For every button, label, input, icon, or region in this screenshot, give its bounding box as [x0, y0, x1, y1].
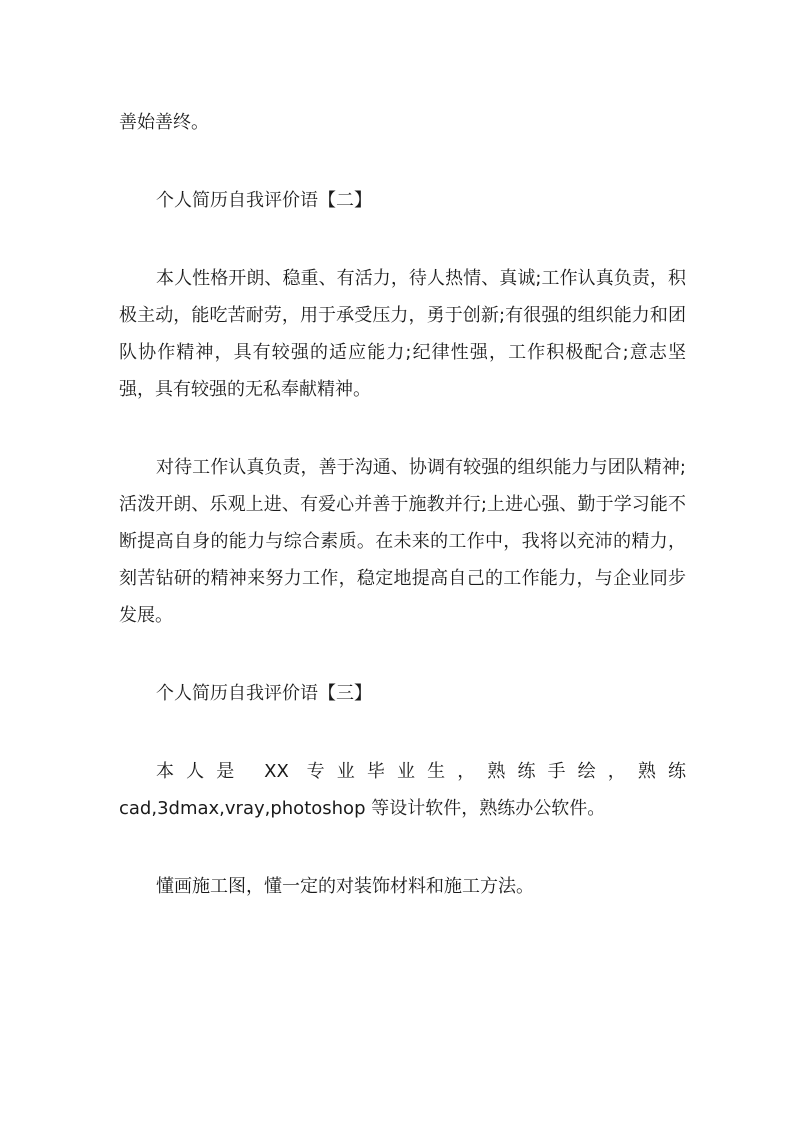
section-heading-3: 个人简历自我评价语【三】	[156, 683, 372, 704]
section-3-paragraph-1: 本人是 XX 专业毕业生，熟练手绘，熟练 cad,3dmax,vray,photoshop 等设计软件，熟练办公软件。	[119, 761, 686, 819]
section-heading-2: 个人简历自我评价语【二】	[156, 190, 372, 211]
section-3-paragraph-2: 懂画施工图，懂一定的对装饰材料和施工方法。	[156, 876, 534, 897]
spacer	[119, 827, 686, 868]
section-2-paragraph-1: 本人性格开朗、稳重、有活力，待人热情、真诚;工作认真负责，积极主动，能吃苦耐劳，用于承受压力，勇于创新;有很强的组织能力和团队协作精神，具有较强的适应能力;纪律性强，工作积极配合;意志坚强，具有较强的无私奉献精神。	[119, 268, 686, 400]
section-2-paragraph-2: 对待工作认真负责，善于沟通、协调有较强的组织能力与团队精神;活泼开朗、乐观上进、有爱心并善于施教并行;上进心强、勤于学习能不断提高自身的能力与综合素质。在未来的工作中，我将以充沛的精力，刻苦钻研的精神来努力工作，稳定地提高自己的工作能力，与企业同步发展。	[119, 457, 686, 626]
spacer	[119, 712, 686, 753]
spacer	[119, 634, 686, 675]
spacer	[119, 408, 686, 449]
spacer	[119, 219, 686, 260]
spacer	[119, 141, 686, 182]
continuation-text: 善始善终。	[119, 112, 209, 133]
document-body	[119, 104, 686, 905]
